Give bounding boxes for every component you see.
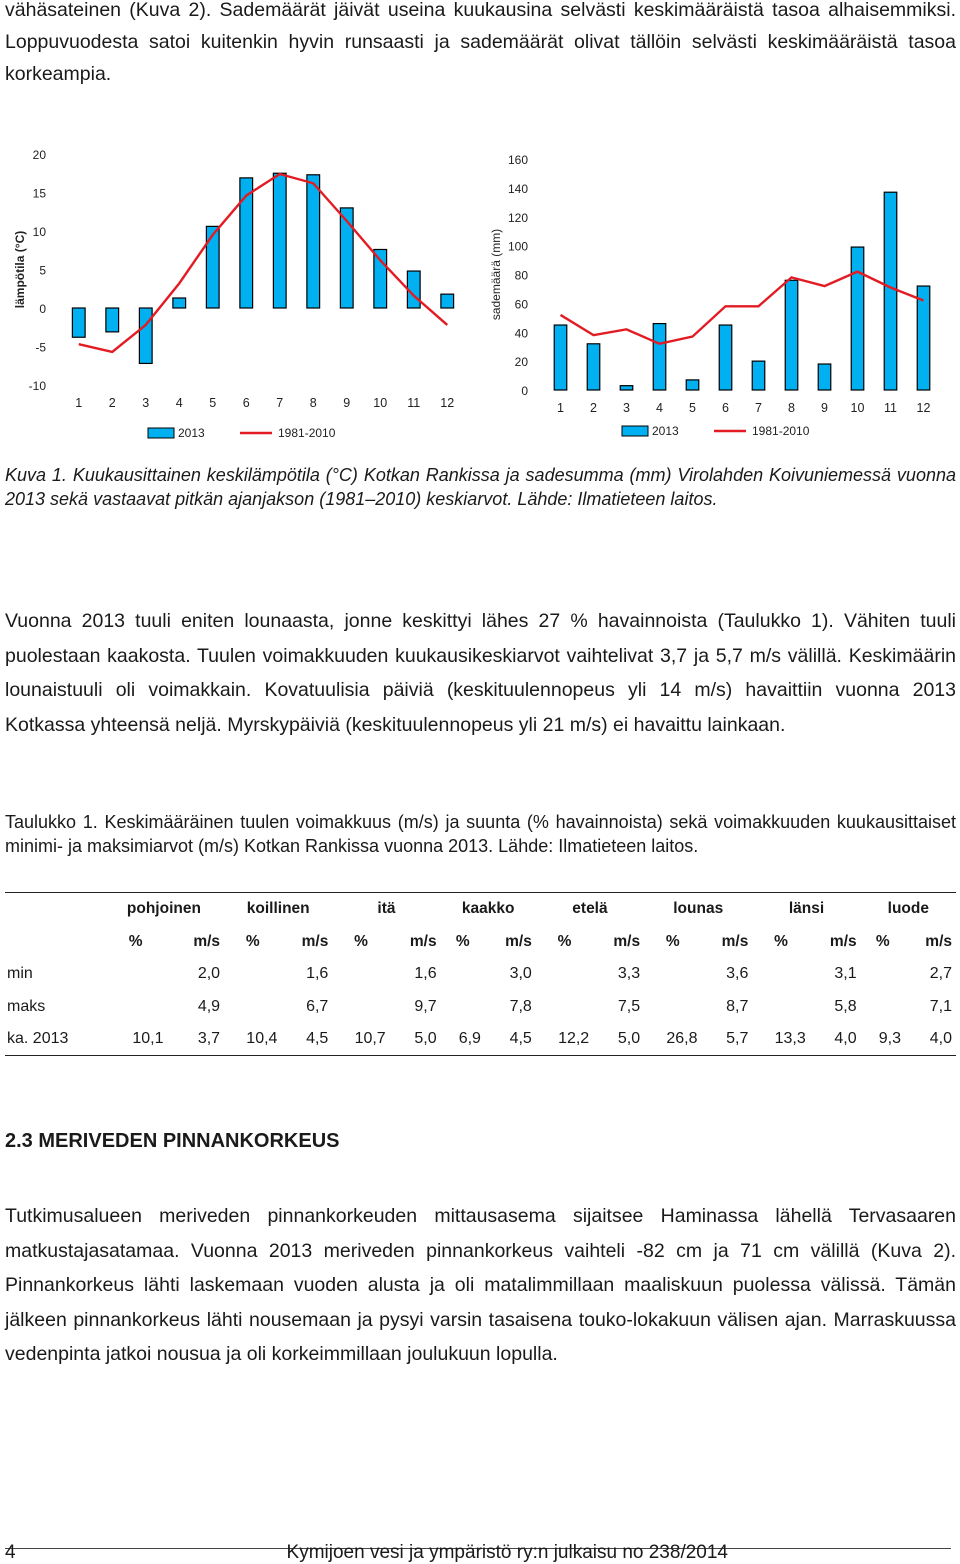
legend-label-1981-2010: 1981-2010 <box>752 424 810 438</box>
header-direction-lounas: lounas <box>673 900 724 918</box>
table-cell: 10,1 <box>132 1030 164 1048</box>
legend-swatch-2013 <box>622 426 648 436</box>
x-tick-label: 2 <box>108 396 116 410</box>
x-tick-label: 1 <box>557 401 564 415</box>
bar-2013-month-7 <box>273 173 286 308</box>
table-cell: 4,9 <box>197 997 221 1015</box>
table-cell: 10,4 <box>246 1030 278 1048</box>
y-tick-label: 15 <box>32 186 46 201</box>
bar-2013-month-4 <box>173 298 186 308</box>
table-cell: 1,6 <box>414 965 437 983</box>
bar-2013-month-5 <box>686 380 699 390</box>
header-blank <box>5 926 104 959</box>
table-cell: 3,0 <box>509 965 532 983</box>
y-tick-label: 60 <box>514 297 528 312</box>
row-label: ka. 2013 <box>7 1030 69 1048</box>
y-tick-label: 100 <box>507 239 528 254</box>
bar-2013-month-2 <box>587 344 600 390</box>
y-axis-title: lämpötila (°C) <box>13 230 27 309</box>
table-caption: Taulukko 1. Keskimääräinen tuulen voimakkuus (m/s) ja suunta (% havainnoista) sekä voimakkuuden kuukausittaiset minimi- ja maksimiarvot (m/s) Kotkan Rankissa vuonna 2013. Lähde: Ilmatieteen laitos. <box>5 812 956 856</box>
header-blank <box>5 893 104 926</box>
y-tick-label: -5 <box>35 340 46 355</box>
x-tick-label: 8 <box>309 396 317 410</box>
bar-2013-month-3 <box>139 308 152 363</box>
header-unit-pct: % <box>455 932 470 950</box>
x-tick-label: 9 <box>821 401 828 415</box>
row-label: min <box>7 965 33 983</box>
bar-2013-month-11 <box>884 192 897 390</box>
bar-2013-month-5 <box>206 226 219 308</box>
y-tick-label: 120 <box>507 210 528 225</box>
table-cell <box>441 991 485 1024</box>
y-tick-label: 0 <box>39 302 46 316</box>
bar-2013-month-10 <box>374 249 387 308</box>
header-unit-pct: % <box>354 932 368 950</box>
table-cell <box>536 991 593 1024</box>
legend-label-2013: 2013 <box>178 426 205 440</box>
table-header-units <box>5 926 956 959</box>
bar-2013-month-12 <box>441 294 454 308</box>
table-cell <box>752 958 809 991</box>
x-tick-label: 3 <box>623 401 630 415</box>
table-cell <box>861 958 905 991</box>
table-cell <box>536 958 593 991</box>
table-cell: 4,0 <box>929 1030 952 1048</box>
x-tick-label: 5 <box>689 401 696 415</box>
table-cell <box>861 991 905 1024</box>
table-header-directions <box>5 893 956 926</box>
bar-2013-month-8 <box>785 280 798 390</box>
table-row <box>5 958 956 991</box>
figure-caption-label: Kuva 1. <box>5 465 67 485</box>
header-unit-pct: % <box>875 932 890 950</box>
x-tick-label: 6 <box>722 401 729 415</box>
table-bottom-rule <box>5 1055 956 1056</box>
table-cell: 13,3 <box>774 1030 806 1048</box>
row-label: maks <box>7 997 46 1015</box>
section-heading: 2.3 MERIVEDEN PINNANKORKEUS <box>5 1130 340 1152</box>
header-direction-koillinen: koillinen <box>246 900 310 918</box>
table-cell <box>332 991 389 1024</box>
header-unit-pct: % <box>245 932 260 950</box>
bar-2013-month-1 <box>554 325 567 390</box>
table-cell: 6,9 <box>458 1030 481 1048</box>
header-unit-ms: m/s <box>829 932 857 950</box>
x-tick-label: 7 <box>276 396 284 410</box>
table-cell: 4,5 <box>509 1030 532 1048</box>
table-cell: 8,7 <box>726 997 749 1015</box>
bar-2013-month-10 <box>851 247 864 390</box>
sea-level-paragraph: Tutkimusalueen meriveden pinnankorkeuden mittausasema sijaitsee Haminassa lähellä Tervasaaren matkustajasatamaa. Vuonna 2013 meriveden pinnankorkeus vaihteli -82 cm ja 71 cm välillä (Kuva 2). Pinnankorkeus lähti laskemaan vuoden alusta ja oli matalimmillaan maaliskuun puolessa välissä. Tämän jälkeen pinnankorkeus lähti nousemaan ja pysyi varsin tasaisena touko-lokakuun välisen ajan. Marraskuussa vedenpinta jatkoi nousua ja oli korkeimmillaan joulukuun lopulla. <box>5 1205 956 1365</box>
header-unit-ms: m/s <box>193 932 221 950</box>
table-row <box>5 1023 956 1056</box>
table-cell: 5,0 <box>617 1030 641 1048</box>
intro-paragraph: vähäsateinen (Kuva 2). Sademäärät jäivät useina kuukausina selvästi keskimääräistä tasoa alhaisemmiksi. Loppuvuodesta satoi kuitenkin hyvin runsaasti ja sademäärät olivat tällöin selvästi keskimääräistä tasoa korkeampia. <box>5 0 956 85</box>
x-tick-label: 10 <box>373 396 388 410</box>
line-1981-2010 <box>79 174 448 352</box>
table-cell: 5,0 <box>414 1030 437 1048</box>
table-cell: 3,7 <box>197 1030 221 1048</box>
bar-2013-month-3 <box>620 386 633 390</box>
y-tick-label: 40 <box>514 326 528 341</box>
table-cell: 1,6 <box>306 965 329 983</box>
y-axis-title: sademäärä (mm) <box>489 228 503 321</box>
x-tick-label: 12 <box>440 396 455 410</box>
legend-label-2013: 2013 <box>652 424 679 438</box>
table-cell: 7,8 <box>509 997 532 1015</box>
line-1981-2010 <box>561 272 924 344</box>
header-unit-ms: m/s <box>613 932 641 950</box>
temperature-chart <box>0 140 470 445</box>
bar-2013-month-7 <box>752 361 765 390</box>
page-number: 4 <box>5 1542 16 1563</box>
wind-paragraph: Vuonna 2013 tuuli eniten lounaasta, jonne keskittyi lähes 27 % havainnoista (Taulukko 1). Vähiten tuuli puolestaan kaakosta. Tuulen voimakkuuden kuukausikeskiarvot vaihtelivat 3,7 ja 5,7 m/s välillä. Keskimäärin lounaistuuli oli voimakkain. Kovatuulisia päiviä (keskituulennopeus yli 14 m/s) havaittiin vuonna 2013 Kotkassa yhteensä neljä. Myrskypäiviä (keskituulennopeus yli 21 m/s) ei havaittu lainkaan. <box>5 610 956 736</box>
y-tick-label: 20 <box>32 148 46 162</box>
table-cell: 3,3 <box>617 965 641 983</box>
bar-2013-month-1 <box>72 308 85 337</box>
wind-table <box>5 893 956 1056</box>
y-tick-label: 160 <box>507 153 528 167</box>
x-tick-label: 9 <box>343 396 351 410</box>
bar-2013-month-9 <box>818 364 831 390</box>
header-unit-ms: m/s <box>925 932 952 950</box>
x-tick-label: 7 <box>755 401 762 415</box>
table-cell: 3,6 <box>726 965 749 983</box>
legend-label-1981-2010: 1981-2010 <box>278 426 336 440</box>
table-cell <box>752 991 809 1024</box>
table-cell: 7,1 <box>929 997 952 1015</box>
header-unit-ms: m/s <box>301 932 329 950</box>
y-tick-label: -10 <box>28 379 46 393</box>
table-cell <box>644 991 701 1024</box>
bar-2013-month-6 <box>719 325 732 390</box>
y-tick-label: 5 <box>39 263 46 278</box>
bar-2013-month-9 <box>340 208 353 308</box>
x-tick-label: 11 <box>407 396 421 410</box>
table-cell <box>104 991 168 1024</box>
x-tick-label: 5 <box>209 396 217 410</box>
y-tick-label: 10 <box>32 225 46 239</box>
bar-2013-month-8 <box>307 175 320 308</box>
table-cell: 2,0 <box>197 965 221 983</box>
x-tick-label: 8 <box>788 401 795 415</box>
header-direction-kaakko: kaakko <box>461 900 515 918</box>
header-direction-luode: luode <box>887 900 929 918</box>
x-tick-label: 2 <box>590 401 597 415</box>
x-tick-label: 6 <box>242 396 250 410</box>
x-tick-label: 12 <box>916 401 931 415</box>
header-unit-pct: % <box>774 932 788 950</box>
x-tick-label: 1 <box>75 396 83 410</box>
table-cell: 7,5 <box>617 997 641 1015</box>
table-cell <box>224 991 281 1024</box>
table-cell: 12,2 <box>558 1030 590 1048</box>
header-unit-ms: m/s <box>721 932 749 950</box>
table-cell: 9,3 <box>878 1030 901 1048</box>
bar-2013-month-4 <box>653 324 666 390</box>
legend-swatch-2013 <box>148 428 174 438</box>
header-direction-länsi: länsi <box>788 900 825 918</box>
table-cell: 10,7 <box>354 1030 386 1048</box>
publication-name: Kymijoen vesi ja ympäristö ry:n julkaisu no 238/2014 <box>286 1542 728 1563</box>
y-tick-label: 0 <box>521 384 528 398</box>
x-tick-label: 4 <box>656 401 663 415</box>
bar-2013-month-12 <box>917 286 930 390</box>
table-cell <box>644 958 701 991</box>
precipitation-chart <box>478 140 960 445</box>
x-tick-label: 4 <box>175 396 183 410</box>
table-cell <box>224 958 281 991</box>
table-cell: 6,7 <box>306 997 329 1015</box>
table-cell: 26,8 <box>666 1030 698 1048</box>
table-cell <box>441 958 485 991</box>
y-tick-label: 140 <box>507 181 528 196</box>
table-cell: 3,1 <box>834 965 857 983</box>
table-cell <box>104 958 168 991</box>
table-row <box>5 991 956 1024</box>
header-direction-etelä: etelä <box>572 900 608 918</box>
table-cell: 4,5 <box>306 1030 329 1048</box>
header-unit-pct: % <box>128 932 143 950</box>
header-direction-pohjoinen: pohjoinen <box>126 900 201 918</box>
x-tick-label: 3 <box>142 396 150 410</box>
table-cell <box>332 958 389 991</box>
header-unit-pct: % <box>665 932 680 950</box>
y-tick-label: 80 <box>514 268 528 283</box>
figure-caption <box>5 463 956 511</box>
table-cell: 5,7 <box>726 1030 749 1048</box>
header-unit-ms: m/s <box>409 932 437 950</box>
figure-caption-text: Kuukausittainen keskilämpötila (°C) Kotkan Rankissa ja sadesumma (mm) Virolahden Koivuniemessä vuonna 2013 sekä vastaavat pitkän ajanjakson (1981–2010) keskiarvot. Lähde: Ilmatieteen laitos. <box>5 465 956 509</box>
table-cell: 9,7 <box>414 997 437 1015</box>
header-direction-itä: itä <box>377 900 396 918</box>
table-cell: 5,8 <box>834 997 857 1015</box>
x-tick-label: 11 <box>884 401 897 415</box>
table-cell: 2,7 <box>929 965 952 983</box>
y-tick-label: 20 <box>514 355 528 370</box>
header-unit-pct: % <box>557 932 572 950</box>
x-tick-label: 10 <box>850 401 865 415</box>
bar-2013-month-2 <box>106 308 119 332</box>
table-cell: 4,0 <box>834 1030 857 1048</box>
header-unit-ms: m/s <box>505 932 532 950</box>
